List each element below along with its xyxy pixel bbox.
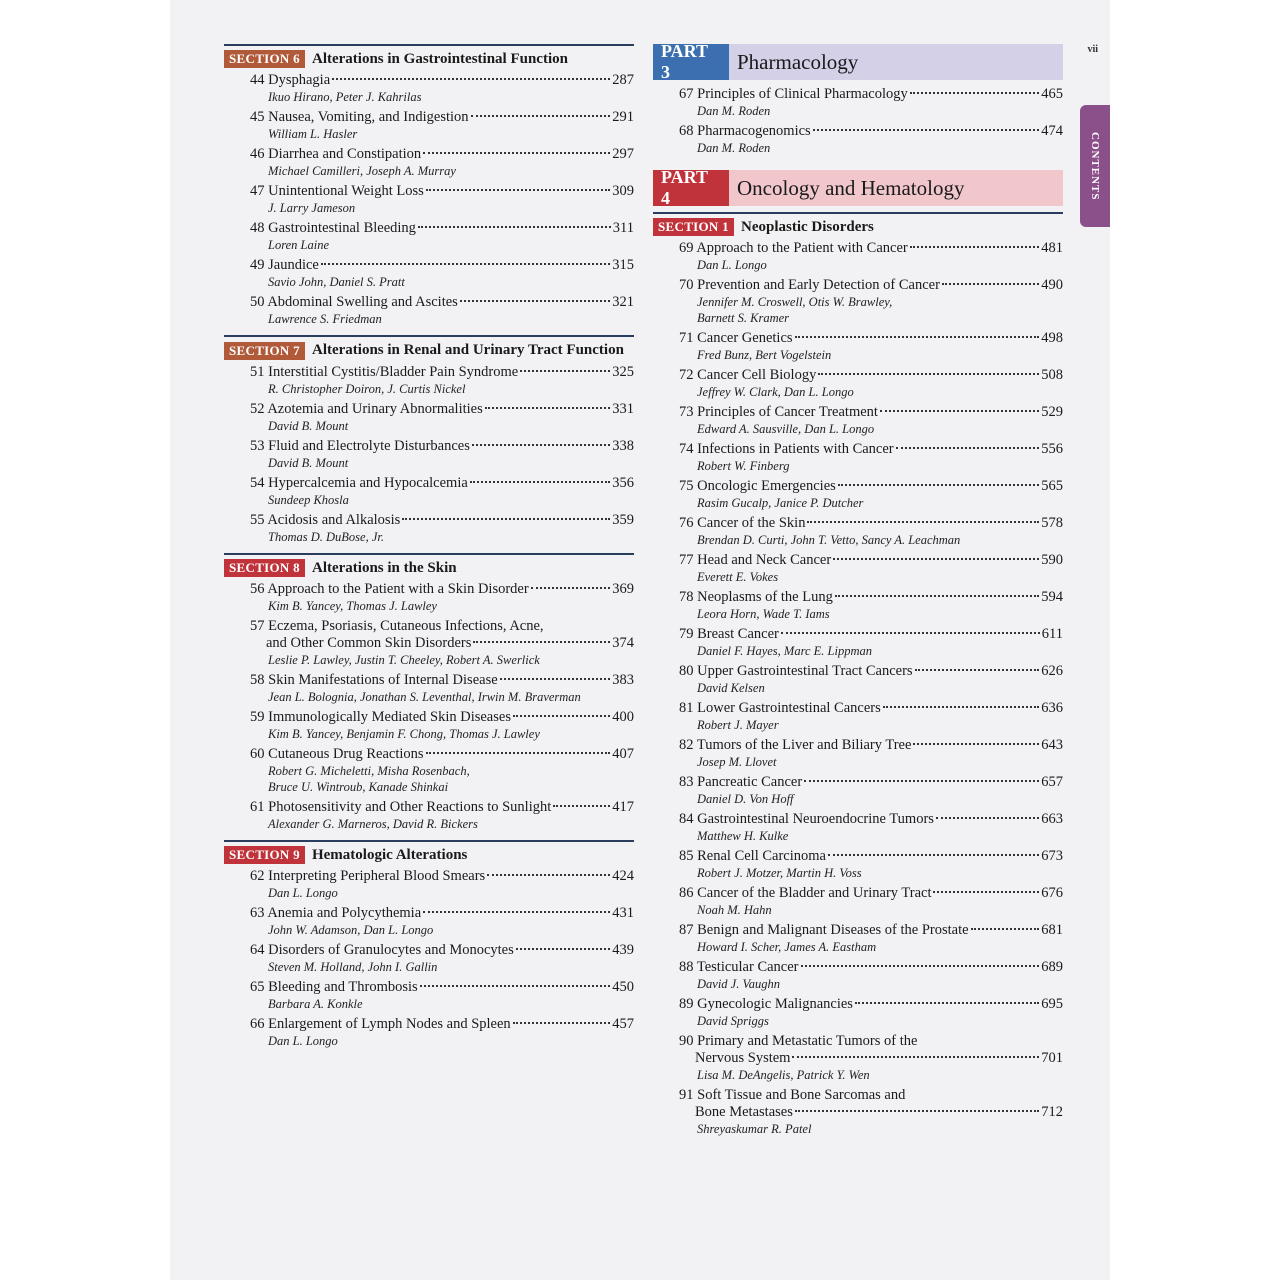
toc-entry[interactable] — [250, 109, 634, 142]
page-ref: 626 — [1041, 663, 1063, 680]
right-margin — [1110, 0, 1280, 1280]
page-ref: 636 — [1041, 700, 1063, 717]
toc-entry[interactable] — [250, 294, 634, 327]
page-ref: 701 — [1041, 1050, 1063, 1067]
leader-dots — [418, 226, 611, 228]
page-ref: 663 — [1041, 811, 1063, 828]
chapter-title: 73 Principles of Cancer Treatment — [679, 404, 878, 421]
leader-dots — [835, 595, 1039, 597]
page-ref: 315 — [612, 257, 634, 274]
chapter-authors: Edward A. Sausville, Dan L. Longo — [697, 422, 875, 437]
page-ref: 689 — [1041, 959, 1063, 976]
leader-dots — [500, 678, 611, 680]
chapter-title: 57 Eczema, Psoriasis, Cutaneous Infections, Acne, — [250, 617, 544, 634]
leader-dots — [470, 481, 610, 483]
toc-entry[interactable] — [679, 1087, 1063, 1137]
chapter-authors-cont: Bruce U. Wintroub, Kanade Shinkai — [268, 779, 449, 794]
chapter-authors: Sundeep Khosla — [268, 492, 349, 507]
leader-dots — [472, 444, 610, 446]
page-ref: 657 — [1041, 774, 1063, 791]
section-title: Alterations in the Skin — [311, 559, 457, 576]
page-ref: 590 — [1041, 552, 1063, 569]
section-badge: SECTION 9 — [224, 846, 305, 864]
toc-entry[interactable] — [679, 552, 1063, 585]
chapter-authors: Alexander G. Marneros, David R. Bickers — [268, 816, 478, 831]
leader-dots — [553, 805, 610, 807]
page-ref: 383 — [612, 671, 634, 688]
chapter-title: 46 Diarrhea and Constipation — [250, 146, 422, 163]
chapter-title: 81 Lower Gastrointestinal Cancers — [679, 700, 881, 717]
leader-dots — [426, 189, 610, 191]
chapter-authors: Jeffrey W. Clark, Dan L. Longo — [697, 385, 854, 400]
chapter-title-cont: and Other Common Skin Disorders — [266, 634, 472, 651]
leader-dots — [818, 373, 1039, 375]
contents-tab-label: CONTENTS — [1089, 131, 1101, 201]
book-page — [170, 0, 1110, 1280]
chapter-title: 45 Nausea, Vomiting, and Indigestion — [250, 109, 469, 126]
page-ref: 474 — [1041, 123, 1063, 139]
toc-entry[interactable] — [250, 979, 634, 1012]
section-8-list — [224, 581, 634, 832]
leader-dots — [402, 518, 610, 520]
page-ref: 712 — [1041, 1104, 1063, 1121]
chapter-title: 91 Soft Tissue and Bone Sarcomas and — [679, 1087, 906, 1104]
toc-entry[interactable] — [679, 515, 1063, 548]
section-6-header — [224, 44, 634, 68]
page-ref: 431 — [612, 905, 634, 922]
leader-dots — [332, 78, 610, 80]
chapter-title: 62 Interpreting Peripheral Blood Smears — [250, 868, 486, 885]
chapter-authors: John W. Adamson, Dan L. Longo — [268, 923, 434, 938]
chapter-authors: Loren Laine — [268, 238, 329, 253]
chapter-title: 71 Cancer Genetics — [679, 330, 793, 347]
chapter-authors: Michael Camilleri, Joseph A. Murray — [268, 164, 456, 179]
page-ref: 287 — [612, 72, 634, 89]
chapter-authors-cont: Barnett S. Kramer — [697, 311, 790, 326]
toc-entry[interactable] — [250, 401, 634, 434]
toc-entry[interactable] — [679, 240, 1063, 273]
toc-entry[interactable] — [679, 123, 1063, 156]
toc-entry[interactable] — [679, 626, 1063, 659]
toc-entry[interactable] — [679, 589, 1063, 622]
page-ref: 400 — [612, 708, 634, 725]
page-ref: 565 — [1041, 478, 1063, 495]
leader-dots — [813, 129, 1040, 131]
toc-entry[interactable] — [250, 672, 634, 705]
left-column — [224, 44, 634, 1053]
chapter-title: 77 Head and Neck Cancer — [679, 552, 832, 569]
leader-dots — [910, 246, 1040, 248]
page-ref: 481 — [1041, 240, 1063, 257]
chapter-authors: William L. Hasler — [268, 127, 358, 142]
leader-dots — [942, 283, 1039, 285]
chapter-title: 80 Upper Gastrointestinal Tract Cancers — [679, 663, 913, 680]
page-ref: 297 — [612, 146, 634, 163]
toc-entry[interactable] — [250, 72, 634, 105]
chapter-authors: Steven M. Holland, John I. Gallin — [268, 960, 438, 975]
toc-entry[interactable] — [679, 330, 1063, 363]
chapter-title: 53 Fluid and Electrolyte Disturbances — [250, 437, 470, 454]
toc-entry[interactable] — [679, 996, 1063, 1029]
toc-entry[interactable] — [679, 277, 1063, 326]
toc-entry[interactable] — [679, 700, 1063, 733]
chapter-title-cont: Bone Metastases — [695, 1104, 793, 1121]
leader-dots — [485, 407, 610, 409]
page-ref: 439 — [612, 942, 634, 959]
page-ref: 417 — [612, 798, 634, 815]
chapter-authors: Kim B. Yancey, Benjamin F. Chong, Thomas J. Lawley — [268, 726, 540, 741]
chapter-title: 87 Benign and Malignant Diseases of the Prostate — [679, 922, 969, 939]
chapter-title: 65 Bleeding and Thrombosis — [250, 979, 418, 996]
section-7-list — [224, 364, 634, 545]
chapter-authors: Leslie P. Lawley, Justin T. Cheeley, Robert A. Swerlick — [268, 652, 540, 667]
page-ref: 338 — [612, 437, 634, 454]
chapter-authors: David Spriggs — [697, 1014, 769, 1029]
page-ref: 673 — [1041, 848, 1063, 865]
chapter-title: 68 Pharmacogenomics — [679, 123, 811, 139]
chapter-authors: David Kelsen — [697, 681, 765, 696]
chapter-authors: Josep M. Llovet — [697, 755, 777, 770]
leader-dots — [838, 484, 1039, 486]
part-3-list — [653, 86, 1063, 156]
chapter-title: 44 Dysphagia — [250, 72, 331, 89]
toc-entry[interactable] — [679, 774, 1063, 807]
chapter-title: 64 Disorders of Granulocytes and Monocytes — [250, 942, 514, 959]
part-badge: PART 4 — [653, 170, 729, 206]
chapter-authors: Daniel F. Hayes, Marc E. Lippman — [697, 644, 872, 659]
leader-dots — [915, 669, 1040, 671]
toc-entry[interactable] — [679, 663, 1063, 696]
page-ref: 676 — [1041, 885, 1063, 902]
leader-dots — [423, 152, 610, 154]
page-ref: 356 — [612, 474, 634, 491]
chapter-authors: Dan L. Longo — [268, 1034, 338, 1049]
toc-entry[interactable] — [250, 146, 634, 179]
chapter-title: 58 Skin Manifestations of Internal Disease — [250, 671, 498, 688]
toc-entry[interactable] — [250, 257, 634, 290]
chapter-title: 84 Gastrointestinal Neuroendocrine Tumors — [679, 811, 934, 828]
leader-dots — [855, 1002, 1039, 1004]
toc-entry[interactable] — [250, 220, 634, 253]
leader-dots — [487, 874, 610, 876]
chapter-authors: Dan L. Longo — [697, 258, 767, 273]
page-ref: 291 — [612, 109, 634, 126]
chapter-title: 79 Breast Cancer — [679, 626, 779, 643]
toc-entry[interactable] — [250, 1016, 634, 1049]
section-1-header — [653, 212, 1063, 236]
page-ref: 498 — [1041, 330, 1063, 347]
leader-dots — [971, 928, 1040, 930]
chapter-authors: Thomas D. DuBose, Jr. — [268, 529, 384, 544]
page-ref: 359 — [612, 511, 634, 528]
leader-dots — [828, 854, 1039, 856]
leader-dots — [426, 752, 611, 754]
chapter-title: 51 Interstitial Cystitis/Bladder Pain Syndrome — [250, 363, 519, 380]
chapter-title: 82 Tumors of the Liver and Biliary Tree — [679, 737, 912, 754]
chapter-authors: Shreyaskumar R. Patel — [697, 1122, 812, 1137]
chapter-authors: Brendan D. Curti, John T. Vetto, Sancy A. Leachman — [697, 533, 961, 548]
toc-entry[interactable] — [250, 799, 634, 832]
chapter-authors: Robert J. Mayer — [697, 718, 779, 733]
chapter-authors: Fred Bunz, Bert Vogelstein — [697, 348, 832, 363]
toc-entry[interactable] — [250, 581, 634, 614]
toc-entry[interactable] — [250, 868, 634, 901]
section-6-list — [224, 72, 634, 327]
section-7-header — [224, 335, 634, 359]
chapter-title: 72 Cancer Cell Biology — [679, 367, 817, 384]
toc-entry[interactable] — [679, 404, 1063, 437]
section-title: Alterations in Renal and Urinary Tract Function — [311, 342, 624, 359]
section-title: Hematologic Alterations — [311, 846, 468, 863]
chapter-title: 83 Pancreatic Cancer — [679, 774, 803, 791]
page-ref: 311 — [612, 220, 634, 237]
right-column — [653, 41, 1063, 1141]
chapter-authors: Savio John, Daniel S. Pratt — [268, 275, 405, 290]
chapter-authors: David B. Mount — [268, 455, 349, 470]
section-badge: SECTION 8 — [224, 559, 305, 577]
page-ref: 508 — [1041, 367, 1063, 384]
chapter-authors: Ikuo Hirano, Peter J. Kahrilas — [268, 90, 422, 105]
chapter-title: 61 Photosensitivity and Other Reactions to Sunlight — [250, 798, 552, 815]
leader-dots — [471, 115, 611, 117]
chapter-title: 56 Approach to the Patient with a Skin Disorder — [250, 580, 529, 597]
chapter-title: 48 Gastrointestinal Bleeding — [250, 220, 416, 237]
leader-dots — [423, 911, 610, 913]
page-ref: 490 — [1041, 277, 1063, 294]
section-title: Alterations in Gastrointestinal Function — [311, 50, 568, 67]
chapter-title: 60 Cutaneous Drug Reactions — [250, 745, 424, 762]
page-ref: 321 — [612, 294, 634, 311]
toc-entry[interactable] — [679, 1033, 1063, 1083]
leader-dots — [883, 706, 1040, 708]
leader-dots — [795, 336, 1040, 338]
part-4-header — [653, 167, 1063, 208]
chapter-authors: Kim B. Yancey, Thomas J. Lawley — [268, 598, 437, 613]
chapter-authors: David B. Mount — [268, 418, 349, 433]
page-ref: 369 — [612, 580, 634, 597]
chapter-title: 59 Immunologically Mediated Skin Diseases — [250, 708, 511, 725]
toc-entry[interactable] — [679, 737, 1063, 770]
page-ref: 681 — [1041, 922, 1063, 939]
chapter-authors: Robert G. Micheletti, Misha Rosenbach, — [268, 763, 470, 778]
contents-tab[interactable] — [1080, 105, 1110, 227]
chapter-authors: Dan L. Longo — [268, 886, 338, 901]
part-title: Oncology and Hematology — [729, 170, 1063, 206]
page-number: vii — [1087, 44, 1098, 55]
leader-dots — [460, 300, 610, 302]
chapter-title: 74 Infections in Patients with Cancer — [679, 441, 894, 458]
leader-dots — [910, 92, 1040, 94]
chapter-title: 50 Abdominal Swelling and Ascites — [250, 294, 458, 311]
page-ref: 325 — [612, 363, 634, 380]
chapter-title: 54 Hypercalcemia and Hypocalcemia — [250, 474, 468, 491]
page-ref: 465 — [1041, 86, 1063, 102]
chapter-title: 49 Jaundice — [250, 257, 319, 274]
left-margin — [0, 0, 170, 1280]
leader-dots — [933, 891, 1039, 893]
chapter-title: 75 Oncologic Emergencies — [679, 478, 836, 495]
leader-dots — [420, 985, 611, 987]
page-ref: 309 — [612, 183, 634, 200]
part-3-header — [653, 41, 1063, 82]
chapter-authors: Robert W. Finberg — [697, 459, 790, 474]
chapter-authors: Daniel D. Von Hoff — [697, 792, 794, 807]
chapter-title: 86 Cancer of the Bladder and Urinary Tract — [679, 885, 932, 902]
page-ref: 407 — [612, 745, 634, 762]
chapter-authors: Dan M. Roden — [697, 104, 771, 118]
toc-entry[interactable] — [250, 512, 634, 545]
chapter-authors: Noah M. Hahn — [697, 903, 772, 918]
chapter-title-cont: Nervous System — [695, 1050, 791, 1067]
chapter-authors: Howard I. Scher, James A. Eastham — [697, 940, 877, 955]
toc-entry[interactable] — [250, 438, 634, 471]
page-ref: 374 — [612, 634, 634, 651]
leader-dots — [795, 1110, 1039, 1112]
leader-dots — [896, 447, 1040, 449]
page-ref: 611 — [1041, 626, 1063, 643]
leader-dots — [321, 263, 610, 265]
toc-entry[interactable] — [679, 959, 1063, 992]
section-9-header — [224, 840, 634, 864]
chapter-title: 66 Enlargement of Lymph Nodes and Spleen — [250, 1016, 511, 1033]
toc-entry[interactable] — [250, 618, 634, 668]
toc-entry[interactable] — [679, 478, 1063, 511]
leader-dots — [833, 558, 1039, 560]
section-8-header — [224, 553, 634, 577]
toc-entry[interactable] — [250, 183, 634, 216]
leader-dots — [804, 780, 1039, 782]
chapter-title: 47 Unintentional Weight Loss — [250, 183, 424, 200]
toc-entry[interactable] — [679, 367, 1063, 400]
leader-dots — [513, 1022, 611, 1024]
leader-dots — [880, 410, 1039, 412]
page-ref: 578 — [1041, 515, 1063, 532]
toc-entry[interactable] — [250, 364, 634, 397]
section-9-list — [224, 868, 634, 1049]
chapter-title: 78 Neoplasms of the Lung — [679, 589, 833, 606]
page-ref: 331 — [612, 400, 634, 417]
page-ref: 457 — [612, 1016, 634, 1033]
section-badge: SECTION 6 — [224, 50, 305, 68]
chapter-authors: Lawrence S. Friedman — [268, 312, 382, 327]
toc-entry[interactable] — [679, 86, 1063, 119]
toc-entry[interactable] — [250, 746, 634, 795]
chapter-authors: Barbara A. Konkle — [268, 997, 363, 1012]
section-badge: SECTION 7 — [224, 342, 305, 360]
chapter-authors: Rasim Gucalp, Janice P. Dutcher — [697, 496, 864, 511]
section-badge: SECTION 1 — [653, 218, 734, 236]
chapter-authors: Leora Horn, Wade T. Iams — [697, 607, 830, 622]
leader-dots — [781, 632, 1040, 634]
toc-entry[interactable] — [679, 811, 1063, 844]
chapter-title: 89 Gynecologic Malignancies — [679, 996, 853, 1013]
chapter-authors: J. Larry Jameson — [268, 201, 356, 216]
part-badge: PART 3 — [653, 44, 729, 80]
chapter-title: 52 Azotemia and Urinary Abnormalities — [250, 400, 483, 417]
toc-entry[interactable] — [250, 475, 634, 508]
section-title: Neoplastic Disorders — [740, 218, 874, 235]
toc-entry[interactable] — [679, 885, 1063, 918]
leader-dots — [801, 965, 1040, 967]
chapter-authors: Everett E. Vokes — [697, 570, 779, 585]
leader-dots — [473, 641, 610, 643]
chapter-title: 88 Testicular Cancer — [679, 959, 799, 976]
toc-entry[interactable] — [250, 709, 634, 742]
chapter-authors: Matthew H. Kulke — [697, 829, 789, 844]
leader-dots — [913, 743, 1039, 745]
chapter-title: 63 Anemia and Polycythemia — [250, 905, 422, 922]
chapter-authors: Robert J. Motzer, Martin H. Voss — [697, 866, 862, 881]
chapter-authors: Jean L. Bolognia, Jonathan S. Leventhal, Irwin M. Braverman — [268, 689, 581, 704]
toc-entry[interactable] — [679, 922, 1063, 955]
leader-dots — [516, 948, 610, 950]
chapter-title: 67 Principles of Clinical Pharmacology — [679, 86, 908, 102]
leader-dots — [520, 370, 610, 372]
leader-dots — [807, 521, 1039, 523]
page-ref: 424 — [612, 868, 634, 885]
chapter-title: 85 Renal Cell Carcinoma — [679, 848, 826, 865]
page-ref: 643 — [1041, 737, 1063, 754]
chapter-authors: Dan M. Roden — [697, 141, 771, 155]
leader-dots — [936, 817, 1039, 819]
chapter-title: 70 Prevention and Early Detection of Cancer — [679, 277, 940, 294]
toc-entry[interactable] — [250, 942, 634, 975]
chapter-authors: R. Christopher Doiron, J. Curtis Nickel — [268, 381, 466, 396]
toc-entry[interactable] — [250, 905, 634, 938]
leader-dots — [531, 587, 611, 589]
page-ref: 450 — [612, 979, 634, 996]
page-ref: 529 — [1041, 404, 1063, 421]
chapter-authors: Jennifer M. Croswell, Otis W. Brawley, — [697, 295, 893, 310]
leader-dots — [513, 715, 610, 717]
chapter-title: 69 Approach to the Patient with Cancer — [679, 240, 908, 257]
chapter-title: 55 Acidosis and Alkalosis — [250, 511, 401, 528]
page-ref: 594 — [1041, 589, 1063, 606]
part-title: Pharmacology — [729, 44, 1063, 80]
toc-entry[interactable] — [679, 848, 1063, 881]
chapter-title: 76 Cancer of the Skin — [679, 515, 806, 532]
chapter-authors: David J. Vaughn — [697, 977, 780, 992]
chapter-title: 90 Primary and Metastatic Tumors of the — [679, 1033, 918, 1050]
page-ref: 695 — [1041, 996, 1063, 1013]
leader-dots — [792, 1056, 1039, 1058]
toc-entry[interactable] — [679, 441, 1063, 474]
section-1-list — [653, 240, 1063, 1137]
chapter-authors: Lisa M. DeAngelis, Patrick Y. Wen — [697, 1068, 870, 1083]
page-ref: 556 — [1041, 441, 1063, 458]
